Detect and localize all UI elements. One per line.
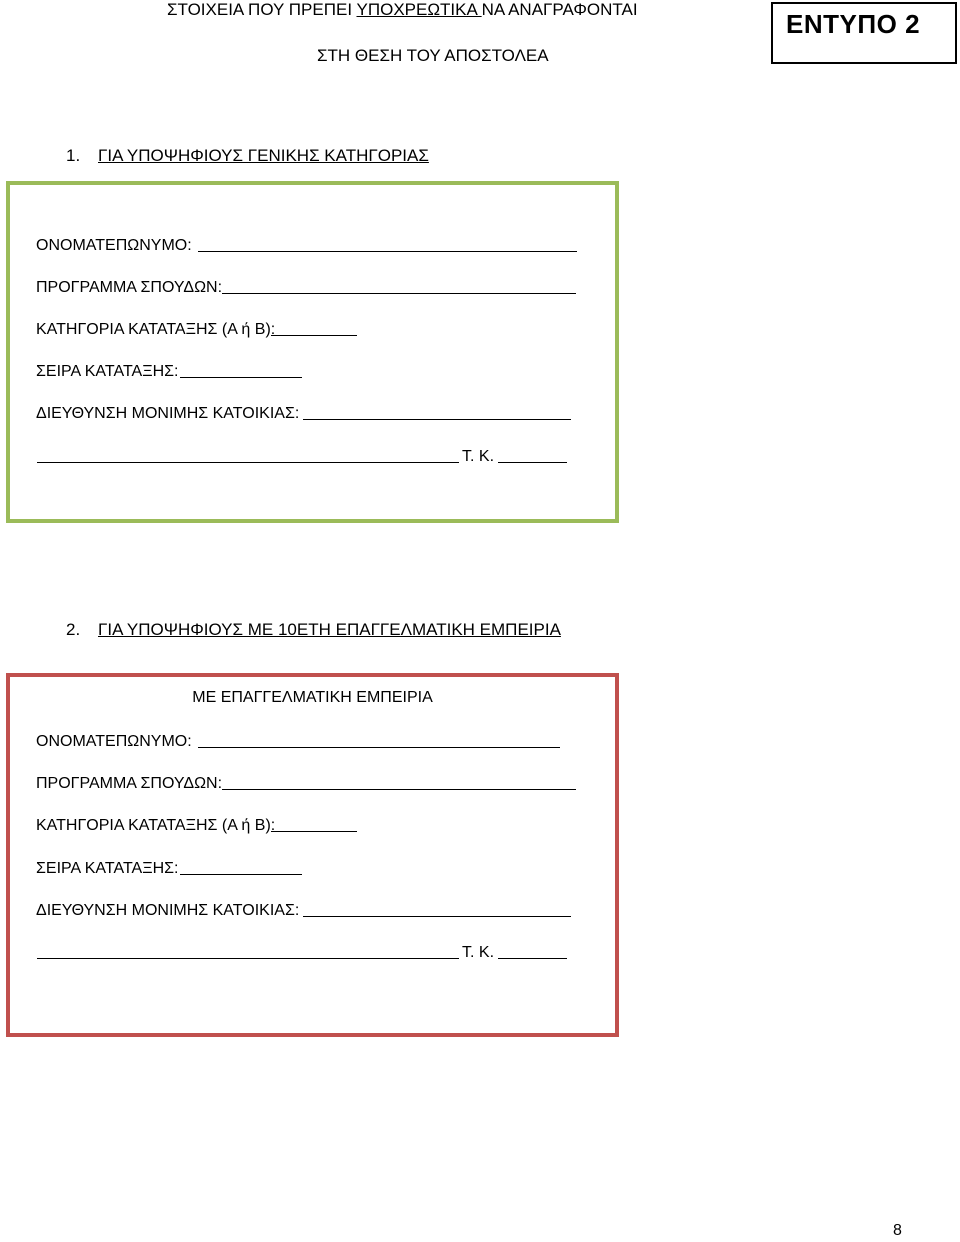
s2-address-label: ΔΙΕΥΘΥΝΣΗ ΜΟΝΙΜΗΣ ΚΑΤΟΙΚΙΑΣ: [36, 902, 300, 919]
s1-program-field[interactable] [222, 293, 576, 294]
section-2-text: ΓΙΑ ΥΠΟΨΗΦΙΟΥΣ ΜΕ 10ΕΤΗ ΕΠΑΓΓΕΛΜΑΤΙΚΗ ΕΜΠΕΙΡΙΑ [98, 620, 561, 639]
s1-program-label: ΠΡΟΓΡΑΜΜΑ ΣΠΟΥΔΩΝ: [36, 279, 223, 296]
s1-postal-field[interactable] [498, 462, 567, 463]
header-line-1 [167, 0, 638, 20]
header-line-1-a: ΣΤΟΙΧΕΙΑ ΠΟΥ ΠΡΕΠΕΙ [167, 0, 357, 19]
s1-rank-field[interactable] [180, 377, 302, 378]
s2-category-field[interactable] [271, 831, 357, 832]
s1-postal-label: Τ. Κ. [462, 448, 495, 465]
s2-name-label: ΟΝΟΜΑΤΕΠΩΝΥΜΟ: [36, 733, 192, 750]
page-number: 8 [893, 1222, 902, 1239]
s1-name-field[interactable] [198, 251, 577, 252]
s2-name-field[interactable] [198, 747, 560, 748]
section-1-text: ΓΙΑ ΥΠΟΨΗΦΙΟΥΣ ΓΕΝΙΚΗΣ ΚΑΤΗΓΟΡΙΑΣ [98, 146, 429, 165]
section-2-number: 2. [66, 620, 81, 639]
section-1-number: 1. [66, 146, 81, 165]
s2-address-field[interactable] [303, 916, 571, 917]
form-code: ΕΝΤΥΠΟ 2 [786, 9, 921, 39]
s1-rank-label: ΣΕΙΡΑ ΚΑΤΑΤΑΞΗΣ: [36, 363, 179, 380]
section-2-title [66, 620, 561, 640]
s2-postal-label: Τ. Κ. [462, 944, 495, 961]
s1-name-label: ΟΝΟΜΑΤΕΠΩΝΥΜΟ: [36, 237, 192, 254]
s2-program-field[interactable] [222, 789, 576, 790]
s2-category-label: ΚΑΤΗΓΟΡΙΑ ΚΑΤΑΤΑΞΗΣ (Α ή Β): [36, 817, 276, 834]
s2-rank-label: ΣΕΙΡΑ ΚΑΤΑΤΑΞΗΣ: [36, 860, 179, 877]
s1-address-field-2[interactable] [37, 462, 459, 463]
s1-address-label: ΔΙΕΥΘΥΝΣΗ ΜΟΝΙΜΗΣ ΚΑΤΟΙΚΙΑΣ: [36, 405, 300, 422]
s1-category-label: ΚΑΤΗΓΟΡΙΑ ΚΑΤΑΤΑΞΗΣ (Α ή Β): [36, 321, 276, 338]
header-line-1-b: ΥΠΟΧΡΕΩΤΙΚΑ [356, 0, 482, 19]
s2-rank-field[interactable] [180, 874, 302, 875]
form-code-box [771, 2, 957, 64]
s2-program-label: ΠΡΟΓΡΑΜΜΑ ΣΠΟΥΔΩΝ: [36, 775, 223, 792]
s1-category-field[interactable] [271, 335, 357, 336]
s2-address-field-2[interactable] [37, 958, 459, 959]
header-line-2: ΣΤΗ ΘΕΣΗ ΤΟΥ ΑΠΟΣΤΟΛΕΑ [317, 46, 549, 65]
s2-subtitle: ΜΕ ΕΠΑΓΓΕΛΜΑΤΙΚΗ ΕΜΠΕΙΡΙΑ [192, 689, 433, 706]
section-2-panel [6, 673, 619, 1037]
s1-address-field[interactable] [303, 419, 571, 420]
section-1-title [66, 146, 429, 166]
s2-postal-field[interactable] [498, 958, 567, 959]
header-line-1-c: ΝΑ ΑΝΑΓΡΑΦΟΝΤΑΙ [481, 0, 638, 19]
section-1-panel [6, 181, 619, 523]
